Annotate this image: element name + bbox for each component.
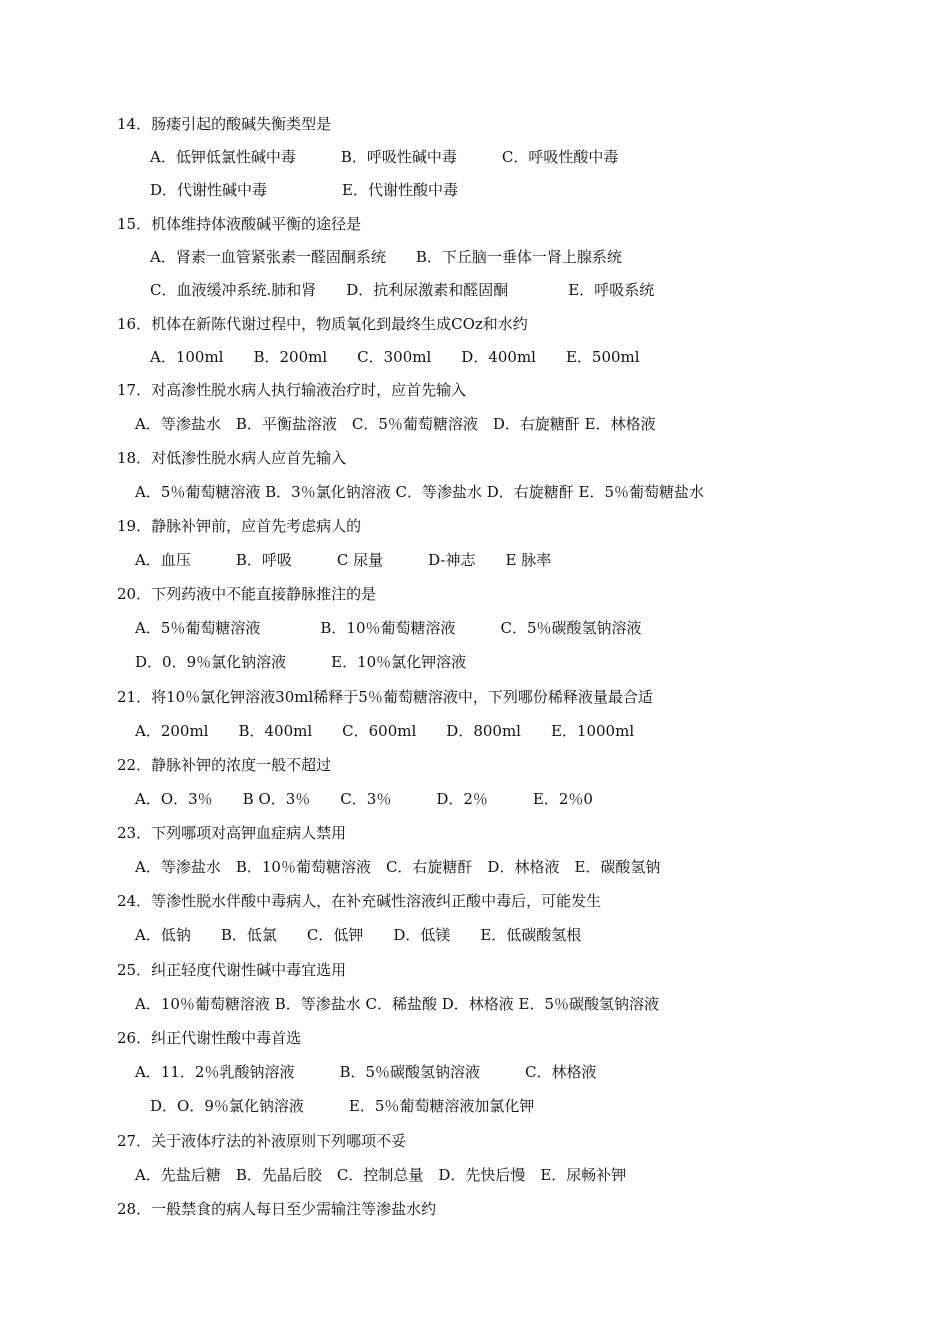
question-20: 20．下列药液中不能直接静脉推注的是 (117, 585, 377, 603)
q26-options-line-1: A．11．2％乳酸钠溶液 B．5％碳酸氢钠溶液 C．林格液 (135, 1063, 597, 1081)
q21-options-line-1: A．200ml B．400ml C．600ml D．800ml E．1000ml (135, 722, 635, 740)
q25-options-line-1: A．10％葡萄糖溶液 B．等渗盐水 C．稀盐酸 D．林格液 E．5％碳酸氢钠溶液 (135, 995, 660, 1013)
question-19: 19．静脉补钾前，应首先考虑病人的 (117, 517, 362, 535)
question-27: 27．关于液体疗法的补液原则下列哪项不妥 (117, 1132, 407, 1150)
q20-options-line-2: D．0．9％氯化钠溶液 E．10％氯化钾溶液 (135, 653, 467, 671)
q15-options-line-1: A．肾素一血管紧张素一醛固酮系统 B．下丘脑一垂体一肾上腺系统 (150, 248, 622, 266)
question-16: 16．机体在新陈代谢过程中，物质氧化到最终生成COz和水约 (117, 315, 528, 333)
question-26: 26．纠正代谢性酸中毒首选 (117, 1029, 302, 1047)
question-22: 22．静脉补钾的浓度一般不超过 (117, 756, 332, 774)
q17-options-line-1: A．等渗盐水 B．平衡盐溶液 C．5％葡萄糖溶液 D．右旋糖酐 E．林格液 (135, 415, 656, 433)
q14-options-line-2: D．代谢性碱中毒 E．代谢性酸中毒 (150, 181, 458, 199)
question-14: 14．肠瘘引起的酸碱失衡类型是 (117, 115, 332, 133)
q23-options-line-1: A．等渗盐水 B．10％葡萄糖溶液 C．右旋糖酐 D．林格液 E．碳酸氢钠 (135, 858, 661, 876)
q27-options-line-1: A．先盐后糖 B．先晶后胶 C．控制总量 D．先快后慢 E．尿畅补钾 (135, 1166, 627, 1184)
question-25: 25．纠正轻度代谢性碱中毒宜选用 (117, 961, 347, 979)
question-28: 28．一般禁食的病人每日至少需输注等渗盐水约 (117, 1200, 437, 1218)
q15-options-line-2: C．血液缓冲系统.肺和肾 D．抗利尿激素和醛固酮 E．呼吸系统 (150, 281, 655, 299)
q24-options-line-1: A．低钠 B．低氯 C．低钾 D．低镁 E．低碳酸氢根 (135, 926, 582, 944)
q20-options-line-1: A．5％葡萄糖溶液 B．10％葡萄糖溶液 C．5％碳酸氢钠溶液 (135, 619, 642, 637)
question-17: 17．对高渗性脱水病人执行输液治疗时，应首先输入 (117, 381, 467, 399)
q16-options-line-1: A．100ml B．200ml C．300ml D．400ml E．500ml (150, 348, 640, 366)
question-18: 18．对低渗性脱水病人应首先输入 (117, 449, 347, 467)
q22-options-line-1: A．O．3％ B O．3％ C．3％ D．2％ E．2％0 (135, 790, 593, 808)
question-24: 24．等渗性脱水伴酸中毒病人，在补充碱性溶液纠正酸中毒后，可能发生 (117, 892, 602, 910)
q19-options-line-1: A．血压 B．呼吸 C 尿量 D-神志 E 脉率 (135, 551, 552, 569)
question-15: 15．机体维持体液酸碱平衡的途径是 (117, 215, 362, 233)
question-23: 23．下列哪项对高钾血症病人禁用 (117, 824, 347, 842)
q26-options-line-2: D．O．9％氯化钠溶液 E．5％葡萄糖溶液加氯化钾 (150, 1097, 535, 1115)
q14-options-line-1: A．低钾低氯性碱中毒 B．呼吸性碱中毒 C．呼吸性酸中毒 (150, 148, 619, 166)
q18-options-line-1: A．5％葡萄糖溶液 B．3％氯化钠溶液 C．等渗盐水 D．右旋糖酐 E．5％葡萄糖盐水 (135, 483, 705, 501)
question-21: 21．将10％氯化钾溶液30ml稀释于5％葡萄糖溶液中，下列哪份稀释液量最合适 (117, 688, 653, 706)
